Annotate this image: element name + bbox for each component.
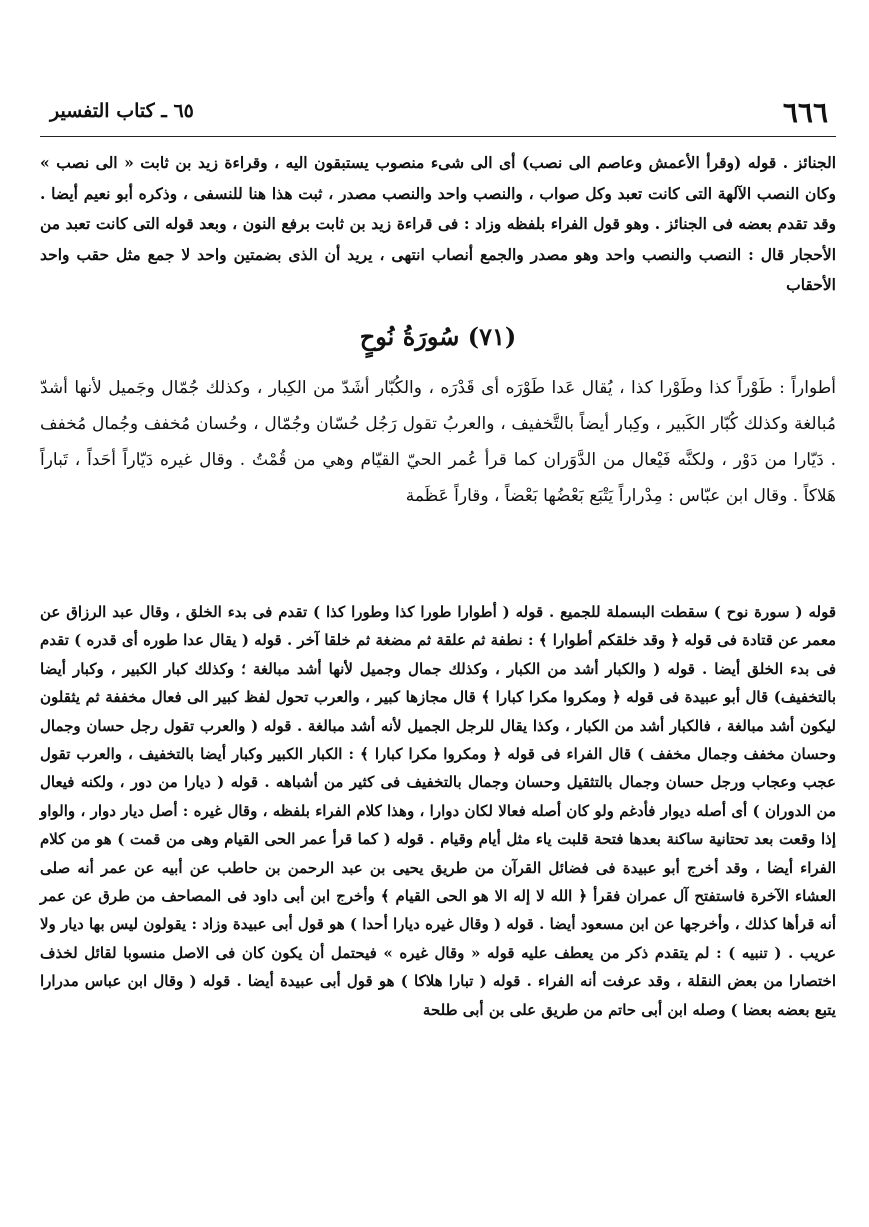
surah-number: (٧١) [467,322,517,351]
main-text-paragraph: أطواراً : طَوْراً كذا وطَوْرا كذا ، يُقال عَدا طَوْرَه أى قَدْرَه ، والكُبّار أشَدّ من الكِبار ، وكذلك جُمّال وجَميل لأنها أشدّ مُبالغة وكذلك كُبّار الكَبير ، وكِبار أيضاً بالتَّخفيف ، والعربُ تقول رَجُل حُسّان وجُمّال ، وحُسان مُخفف وجُمال مُخفف . دَيّارا من دَوْر ، ولكنَّه فَيْعال من الدَّوَران كما قرأ عُمر الحيّ القيّام وهي من قُمْتُ . وقال غيره دَيّاراً أحَداً ، تَباراً هَلاكاً . وقال ابن عبّاس : مِدْراراً يَتْبَع بَعْضُها بَعْضاً ، وقاراً عَظَمة [40,378,836,506]
commentary-paragraph: قوله ( سورة نوح ) سقطت البسملة للجميع . قوله ( أطوارا طورا كذا وطورا كذا ) تقدم فى بدء الخلق ، وقال عبد الرزاق عن معمر عن قتادة فى قوله ﴿ وقد خلقكم أطوارا ﴾ : نطفة ثم علقة ثم مضغة ثم خلقا آخر . قوله ( يقال عدا طوره أى قدره ) تقدم فى بدء الخلق أيضا . قوله ( والكبار أشد من الكبار ، وكذلك جمال وجميل لأنها أشد مبالغة ؛ وكذلك كبار الكبير ، وكبار أيضا بالتخفيف) قال أبو عبيدة فى قوله ﴿ ومكروا مكرا كبارا ﴾ قال مجازها كبير ، والعرب تحول لفظ كبير الى فعال مخففة ثم يثقلون ليكون أشد مبالغة ، فالكبار أشد من الكبار ، وكذا يقال للرجل الجميل لأنه أشد مبالغة . قوله ( والعرب تقول رجل حسان وجمال وحسان مخفف وجمال مخفف ) قال الفراء فى قوله ﴿ ومكروا مكرا كبارا ﴾ : الكبار الكبير وكبار أيضا بالتخفيف ، والعرب تقول عجب وعجاب ورجل حسان وجمال بالتثقيل وحسان وجمال بالتخفيف فى كثير من أشباهه . قوله ( ديارا من دور ، ولكنه فيعال من الدوران ) أى أصله ديوار فأدغم ولو كان أصله فعالا لكان دوارا ، وهذا كلام الفراء بلفظه ، وقال غيره : أصل ديار دوار ، والواو إذا وقعت بعد تحتانية ساكنة بعدها فتحة قلبت ياء مثل أيام وقيام . قوله ( كما قرأ عمر الحى القيام وهى من قمت ) هو من كلام الفراء أيضا ، وقد أخرج أبو عبيدة فى فضائل القرآن من طريق يحيى بن عبد الرحمن بن حاطب عن أبيه عن عمر أنه صلى العشاء الآخرة فاستفتح آل عمران فقرأ ﴿ الله لا إله الا هو الحى القيام ﴾ وأخرج ابن أبى داود فى المصاحف من طرق عن عمر أنه قرأها كذلك ، وأخرجها عن ابن مسعود أيضا . قوله ( وقال غيره ديارا أحدا ) هو قول أبى عبيدة وزاد : يقولون ليس بها ديار ولا عريب . ( تنبيه ) : لم يتقدم ذكر من يعطف عليه قوله « وقال غيره » فيحتمل أن يكون كان فى الاصل منسوبا لقائل لخذف اختصارا من بعض النقلة ، وقد عرفت أنه الفراء . قوله ( تبارا هلاكا ) هو قول أبى عبيدة أيضا . قوله ( وقال ابن عباس مدرارا يتبع بعضه بعضا ) وصله ابن أبى حاتم من طريق على بن أبى طلحة [40,603,836,1019]
page-number: ٦٦٦ [782,96,828,129]
surah-heading [40,322,836,351]
document-page [40,0,836,1227]
continuation-paragraph: الجنائز . قوله (وقرأ الأعمش وعاصم الى نصب) أى الى شىء منصوب يستبقون اليه ، وقراءة زيد بن ثابت « الى نصب » وكان النصب الآلهة التى كانت تعبد وكل صواب ، والنصب واحد والنصب مصدر ، ثبت هذا هنا للنسفى ، وذكره أبو نعيم أيضا . وقد تقدم بعضه فى الجنائز . وهو قول الفراء بلفظه وزاد : فى قراءة زيد بن ثابت برفع النون ، وبعد قوله التى كانت تعبد من الأحجار قال : النصب والنصب واحد وهو مصدر والجمع أنصاب انتهى ، يريد أن الذى بضمتين واحد لا جمع مثل حقب واحد الأحقاب [40,153,836,294]
surah-name: سُورَةُ نُوحٍ [359,322,460,351]
page-header [40,96,836,137]
running-title: ٦٥ ـ كتاب التفسير [50,100,194,122]
